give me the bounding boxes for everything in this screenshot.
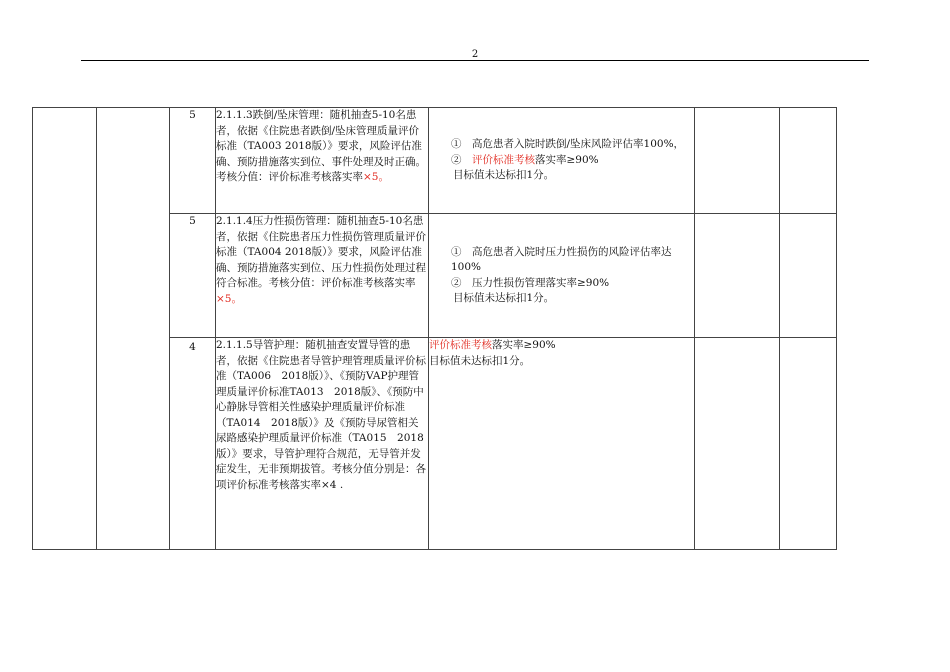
target-line: ② 压力性损伤管理落实率≥90%	[451, 276, 610, 289]
description-cell	[216, 214, 429, 338]
target-cell	[429, 214, 695, 338]
multiplier-text: ×5。	[363, 171, 389, 183]
highlight-text: 评价标准考核	[472, 153, 535, 166]
empty-cell	[695, 338, 780, 550]
empty-cell	[780, 108, 837, 214]
multiplier-text: ×5。	[216, 292, 242, 305]
target-cell	[429, 338, 695, 550]
score-cell	[170, 108, 216, 214]
target-line: ① 高危患者入院时压力性损伤的风险评估率达100%	[451, 245, 672, 273]
page-number: 2	[471, 49, 479, 60]
target-line	[429, 338, 694, 354]
score-cell	[170, 214, 216, 338]
empty-cell	[695, 108, 780, 214]
target-text: 落实率≥90%	[492, 339, 556, 351]
score-value: 4	[189, 341, 196, 353]
empty-cell	[780, 214, 837, 338]
target-line	[429, 153, 694, 169]
target-text: 落实率≥90%	[535, 153, 599, 166]
empty-cell	[695, 214, 780, 338]
description-cell	[216, 108, 429, 214]
circled-number: ②	[451, 153, 472, 166]
assessment-table	[32, 107, 837, 550]
category-cell	[33, 108, 97, 550]
target-line: ① 高危患者入院时跌倒/坠床风险评估率100%，	[451, 138, 685, 151]
score-value: 5	[189, 109, 196, 121]
subcategory-cell	[97, 108, 170, 550]
score-value: 5	[189, 215, 196, 227]
description-cell	[216, 338, 429, 550]
empty-cell	[780, 338, 837, 550]
table-row	[33, 108, 837, 214]
description-text: 2.1.1.3跌倒/坠床管理：随机抽查5-10名患者，依据《住院患者跌倒/坠床管理质量评价标准（TA003 2018版）》要求，风险评估准确、预防措施落实到位、事件处理及时正确。考核分值：评价标准考核落实率	[216, 109, 426, 183]
target-cell	[429, 108, 695, 214]
score-cell	[170, 338, 216, 550]
penalty-text: 目标值未达标扣1分。	[429, 354, 531, 367]
penalty-text: 目标值未达标扣1分。	[453, 292, 555, 304]
highlight-text: 评价标准考核	[429, 339, 492, 351]
penalty-text: 目标值未达标扣1分。	[453, 169, 555, 182]
description-text: 2.1.1.4压力性损伤管理：随机抽查5-10名患者，依据《住院患者压力性损伤管理质量评价标准（TA004 2018版）》要求，风险评估准确、预防措施落实到位、压力性损伤处理过程符合标准。考核分值：评价标准考核落实率	[216, 215, 426, 289]
header-rule	[81, 60, 869, 61]
description-text: 2.1.1.5导管护理：随机抽查安置导管的患者，依据《住院患者导管护理管理质量评价标准（TA006 2018版）》、《预防VAP护理管理质量评价标准TA013 2018版》、《预防中心静脉导管相关性感染护理质量评价标准（TA014 2018版）》及《预防导尿管相关尿路感染护理质量评价标准（TA015 2018版）》要求，导管护理符合规范，无导管并发症发生，无非预期拔管。考核分值分别是：各项评价标准考核落实率×4 .	[216, 339, 426, 491]
